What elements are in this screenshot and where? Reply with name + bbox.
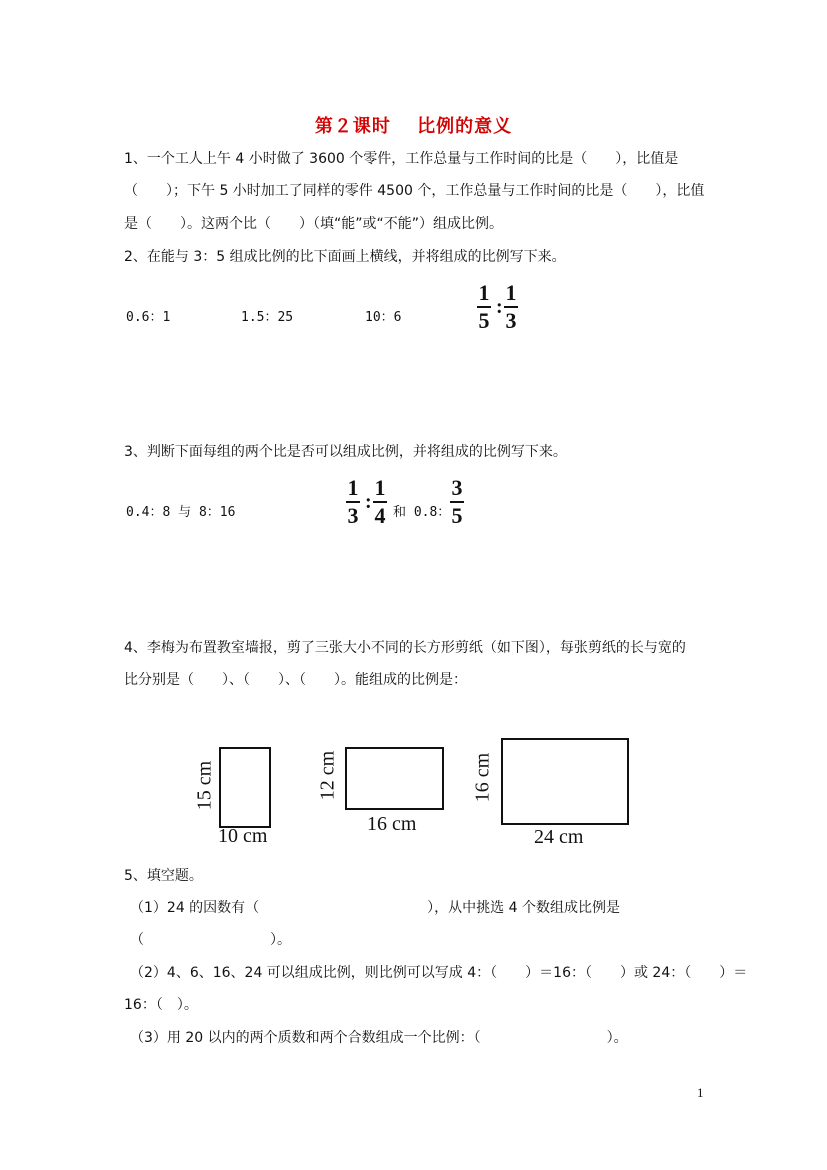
denominator: 5	[478, 308, 490, 333]
denominator: 3	[347, 503, 359, 528]
q1-line-1: 1、一个工人上午 4 小时做了 3600 个零件，工作总量与工作时间的比是（ ），比值是	[124, 151, 679, 167]
q2-option-1: 0.6：1	[126, 310, 171, 325]
q2-fraction-one-fifth	[477, 282, 491, 332]
page-number: 1	[697, 1085, 704, 1100]
q5-sub3: （3）用 20 以内的两个质数和两个合数组成一个比例：（ ）。	[130, 1030, 628, 1046]
q4-line-2: 比分别是（ ）、（ ）、（ ）。能组成的比例是：	[124, 672, 467, 688]
rectangle-16x24	[501, 738, 629, 825]
q3-fraction-one-fourth	[373, 477, 387, 527]
denominator: 3	[505, 308, 517, 333]
q4-line-1: 4、李梅为布置教室墙报，剪了三张大小不同的长方形剪纸（如下图），每张剪纸的长与宽的	[124, 640, 686, 656]
numerator: 3	[451, 475, 463, 500]
denominator: 5	[451, 503, 463, 528]
numerator: 1	[505, 280, 517, 305]
numerator: 1	[347, 475, 359, 500]
rectangle-12x16	[345, 747, 444, 810]
numerator: 1	[374, 475, 386, 500]
q2-option-2: 1.5：25	[241, 310, 294, 325]
q5-sub2-line-1: （2）4、6、16、24 可以组成比例，则比例可以写成 4：（ ）＝16：（ ）或 24：（ ）＝	[130, 965, 748, 981]
q3-and-text: 和 0.8：	[393, 505, 451, 520]
rect2-height-label: 12 cm	[316, 750, 339, 801]
q5-sub1-line-1: （1）24 的因数有（ ），从中挑选 4 个数组成比例是	[130, 900, 620, 916]
q2-prompt: 2、在能与 3：5 组成比例的比下面画上横线，并将组成的比例写下来。	[124, 249, 566, 265]
rect3-height-label: 16 cm	[471, 752, 494, 803]
q5-heading: 5、填空题。	[124, 868, 203, 884]
numerator: 1	[478, 280, 490, 305]
q5-sub1-line-2: （ ）。	[130, 932, 291, 948]
rect1-width-label: 10 cm	[218, 825, 268, 847]
rectangle-15x10	[219, 747, 271, 828]
q5-sub2-line-2: 16：（ ）。	[124, 997, 198, 1013]
q3-fraction-three-fifths	[450, 477, 464, 527]
page-title: 第２课时 比例的意义	[314, 116, 513, 137]
q1-line-2: （ ）；下午 5 小时加工了同样的零件 4500 个，工作总量与工作时间的比是（ ），比值	[124, 183, 705, 199]
q3-pair-1: 0.4：8 与 8：16	[126, 505, 236, 520]
q2-colon: :	[496, 296, 503, 318]
q1-line-3: 是（ ）。这两个比（ ）（填“能”或“不能”）组成比例。	[124, 216, 504, 232]
q3-colon: :	[365, 491, 372, 513]
rect3-width-label: 24 cm	[534, 826, 584, 848]
q2-option-3: 10：6	[365, 310, 402, 325]
rect2-width-label: 16 cm	[367, 813, 417, 835]
denominator: 4	[374, 503, 386, 528]
rect1-height-label: 15 cm	[193, 760, 216, 811]
q3-fraction-one-third	[346, 477, 360, 527]
q2-fraction-one-third	[504, 282, 518, 332]
q3-prompt: 3、判断下面每组的两个比是否可以组成比例，并将组成的比例写下来。	[124, 444, 567, 460]
